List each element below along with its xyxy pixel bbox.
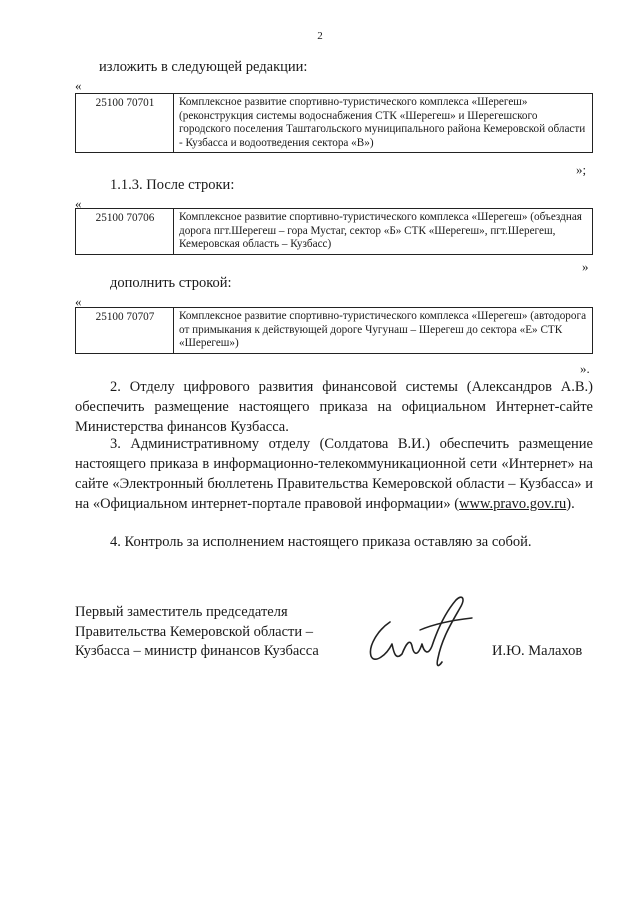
budget-code: 25100 70707 [76,308,174,354]
page-number: 2 [317,30,323,42]
closing-quote-3: ». [580,361,590,376]
budget-description: Комплексное развитие спортивно-туристического комплекса «Шерегеш» (объездная дорога пгт.Шерегеш – гора Мустаг, сектор «Б» СТК «Шерегеш», пгт.Шерегеш, Кемеровская область – Кузбасс) [174,209,593,255]
open-quote-3: « [75,294,82,309]
closing-quote-1: »; [576,162,587,177]
table-row [76,94,593,153]
budget-code: 25100 70701 [76,94,174,153]
item-3-end: ). [566,496,575,512]
budget-table-row-2 [75,208,593,255]
budget-code: 25100 70706 [76,209,174,255]
signatory-title [75,603,319,662]
closing-quote-2: » [582,259,589,274]
signatory-name: И.Ю. Малахов [492,643,583,659]
item-3-text: 3. Административному отделу (Солдатова В.И.) обеспечить размещение настоящего приказа в информационно-телекоммуникационной сети «Интернет» на сайте «Электронный бюллетень Правительства Кемеровской области – Кузбасса» и на «Официальном интернет-портале правовой информации» ( [75,436,593,512]
budget-table-row-3 [75,307,593,354]
budget-description: Комплексное развитие спортивно-туристического комплекса «Шерегеш» (реконструкция системы водоснабжения СТК «Шерегеш» и Шерегешского городского поселения Таштагольского муниципального района Кемеровской области - Кузбасса и водоотведения сектора «В») [174,94,593,153]
item-2-paragraph: 2. Отделу цифрового развития финансовой системы (Александров А.В.) обеспечить размещение настоящего приказа на официальном Интернет-сайте Министерства финансов Кузбасса. [75,379,593,435]
open-quote-2: « [75,196,82,211]
item-3-paragraph [75,434,593,514]
intro-text: изложить в следующей редакции: [99,59,308,75]
signatory-line: Кузбасса – министр финансов Кузбасса [75,643,319,659]
table-row [76,209,593,255]
pravo-link[interactable]: www.pravo.gov.ru [459,496,567,512]
budget-table-row-1 [75,93,593,153]
signatory-line: Первый заместитель председателя [75,604,288,620]
signatory-line: Правительства Кемеровской области – [75,623,314,640]
open-quote-1: « [75,78,82,93]
item-4-paragraph: 4. Контроль за исполнением настоящего приказа оставляю за собой. [110,534,532,550]
section-1-1-3-heading: 1.1.3. После строки: [110,177,235,193]
supplement-text: дополнить строкой: [110,275,232,291]
handwritten-signature [362,588,474,670]
table-row [76,308,593,354]
budget-description: Комплексное развитие спортивно-туристического комплекса «Шерегеш» (автодорога от примыкания к действующей дороге Чугунаш – Шерегеш до сектора «Е» СТК «Шерегеш») [174,308,593,354]
